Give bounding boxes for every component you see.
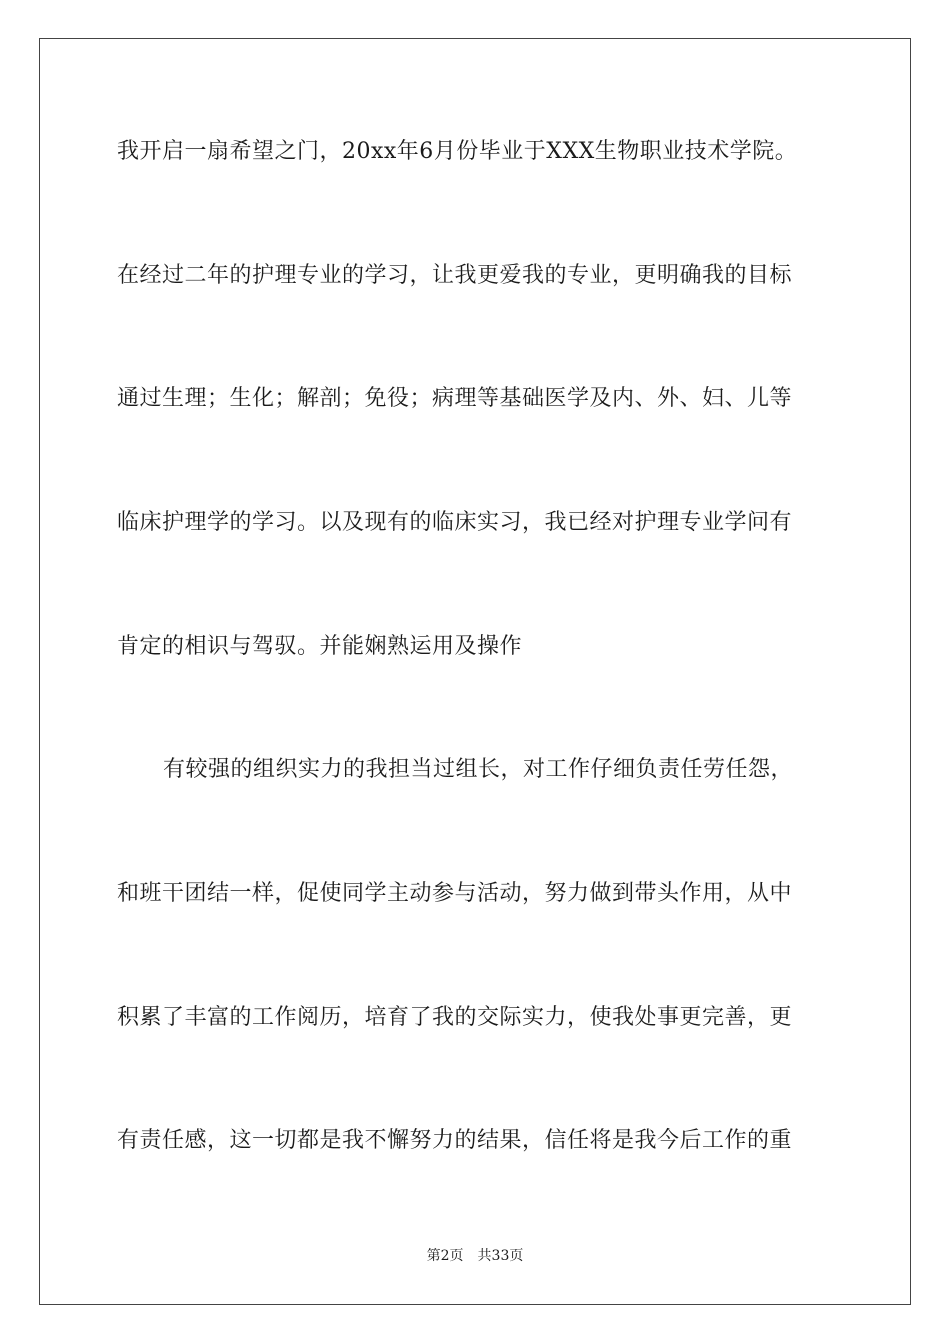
page-footer — [0, 1247, 950, 1265]
text-line: 有责任感，这一切都是我不懈努力的结果，信任将是我今后工作的重 — [117, 1128, 793, 1153]
text-line: 我开启一扇希望之门，20xx年6月份毕业于XXX生物职业技术学院。 — [117, 139, 798, 164]
text-line: 通过生理；生化；解剖；免役；病理等基础医学及内、外、妇、儿等 — [117, 386, 793, 411]
page-border — [39, 38, 911, 1305]
text-line: 肯定的相识与驾驭。并能娴熟运用及操作 — [117, 634, 523, 659]
page-number: 第2页 — [426, 1248, 464, 1264]
text-line: 和班干团结一样，促使同学主动参与活动，努力做到带头作用，从中 — [117, 881, 793, 906]
page-total: 共33页 — [477, 1248, 524, 1264]
text-line: 临床护理学的学习。以及现有的临床实习，我已经对护理专业学问有 — [117, 510, 793, 535]
text-line: 有较强的组织实力的我担当过组长，对工作仔细负责任劳任怨， — [163, 757, 794, 782]
text-line: 在经过二年的护理专业的学习，让我更爱我的专业，更明确我的目标 — [117, 263, 793, 288]
text-line: 积累了丰富的工作阅历，培育了我的交际实力，使我处事更完善，更 — [117, 1005, 793, 1030]
